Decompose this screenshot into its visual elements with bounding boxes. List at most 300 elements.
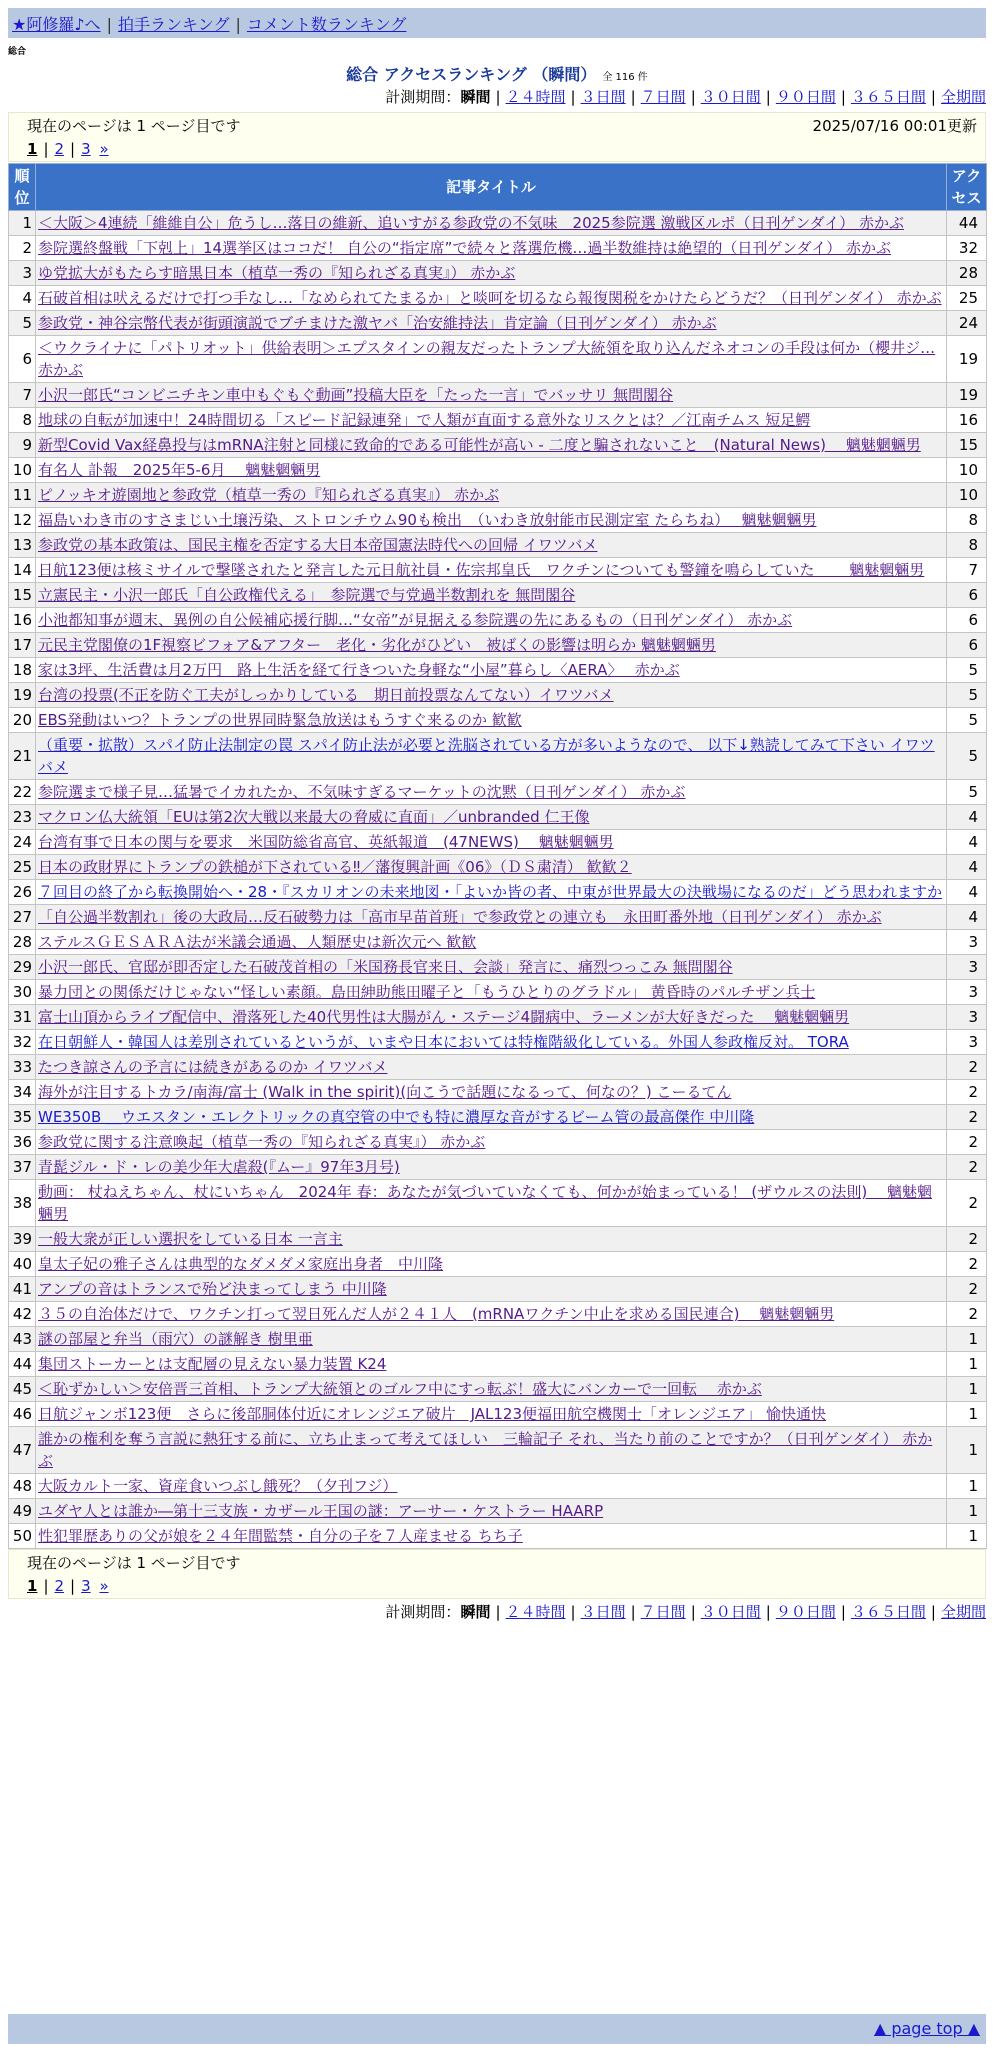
access-count: 4	[947, 880, 987, 905]
page-link[interactable]: 2	[54, 1577, 65, 1595]
rank-cell: 4	[9, 286, 36, 311]
table-row	[9, 683, 987, 708]
access-count: 4	[947, 805, 987, 830]
title-cell	[36, 930, 947, 955]
access-count: 3	[947, 980, 987, 1005]
period-option[interactable]: ３６５日間	[850, 1603, 926, 1621]
column-header-rank: 順位	[9, 164, 36, 211]
table-row	[9, 261, 987, 286]
table-row	[9, 383, 987, 408]
title-cell	[36, 633, 947, 658]
clap-ranking-link[interactable]: 拍手ランキング	[117, 15, 230, 34]
period-option[interactable]: 全期間	[940, 1603, 986, 1621]
article-link[interactable]: 参政党・神谷宗幣代表が街頭演説でブチまけた激ヤバ「治安維持法」肯定論（日刊ゲンダイ） 赤かぶ	[38, 314, 717, 332]
rank-cell: 44	[9, 1352, 36, 1377]
article-link[interactable]: ステルスＧＥＳＡＲＡ法が米議会通過、人類歴史は新次元へ 歓歓	[38, 933, 477, 951]
comment-ranking-link[interactable]: コメント数ランキング	[246, 15, 407, 34]
rank-cell: 50	[9, 1524, 36, 1549]
period-label: 計測期間：	[385, 1603, 461, 1621]
ranking-table	[8, 163, 987, 1549]
access-count: 4	[947, 905, 987, 930]
access-count: 2	[947, 1155, 987, 1180]
table-row	[9, 855, 987, 880]
rank-cell: 29	[9, 955, 36, 980]
article-link[interactable]: 小池都知事が週末、異例の自公候補応援行脚…“女帝”が見据える参院選の先にあるもの（日刊ゲンダイ） 赤かぶ	[38, 611, 793, 629]
article-link[interactable]: 謎の部屋と弁当（雨穴）の謎解き 樹里亜	[38, 1330, 313, 1348]
article-link[interactable]: 元民主党閣僚の1F視察ビフォア&アフター 老化・劣化がひどい 被ばくの影響は明らか 魑魅魍魎男	[38, 636, 716, 654]
access-count: 1	[947, 1499, 987, 1524]
table-row	[9, 955, 987, 980]
updated-timestamp: 2025/07/16 00:01更新	[812, 117, 977, 135]
rank-cell: 9	[9, 433, 36, 458]
title-cell	[36, 1180, 947, 1227]
access-count: 44	[947, 211, 987, 236]
access-count: 1	[947, 1474, 987, 1499]
rank-cell: 43	[9, 1327, 36, 1352]
access-count: 8	[947, 533, 987, 558]
separator: |	[43, 140, 49, 158]
table-row	[9, 533, 987, 558]
rank-cell: 1	[9, 211, 36, 236]
table-row	[9, 1130, 987, 1155]
page-current: 1	[27, 140, 38, 158]
access-count: 3	[947, 955, 987, 980]
access-count: 6	[947, 633, 987, 658]
access-count: 15	[947, 433, 987, 458]
article-link[interactable]: ＜恥ずかしい＞安倍晋三首相、トランプ大統領とのゴルフ中にすっ転ぶ！盛大にバンカーで一回転 赤かぶ	[38, 1380, 762, 1398]
access-count: 1	[947, 1402, 987, 1427]
separator: |	[43, 1577, 49, 1595]
article-link[interactable]: 在日朝鮮人・韓国人は差別されているというが、いまや日本においては特権階級化している。外国人参政権反対。 TORA	[38, 1033, 849, 1051]
period-current: 瞬間	[460, 88, 491, 106]
paging-box-bottom	[8, 1549, 986, 1599]
table-row	[9, 980, 987, 1005]
rank-cell: 35	[9, 1105, 36, 1130]
period-option[interactable]: ３０日間	[700, 88, 761, 106]
article-link[interactable]: 暴力団との関係だけじゃない“怪しい素顔。島田紳助熊田曜子と「もうひとりのグラドル」 黄昏時のパルチザン兵士	[38, 983, 816, 1001]
article-link[interactable]: 大阪カルト一家、資産食いつぶし餓死？（夕刊フジ）	[38, 1477, 398, 1495]
title-cell	[36, 1524, 947, 1549]
title-cell	[36, 708, 947, 733]
access-count: 1	[947, 1427, 987, 1474]
article-link[interactable]: 参院選まで様子見…猛暑でイカれたか、不気味すぎるマーケットの沈黙（日刊ゲンダイ） 赤かぶ	[38, 783, 686, 801]
title-cell	[36, 1277, 947, 1302]
separator: |	[106, 15, 112, 34]
article-link[interactable]: 台湾の投票(不正を防ぐ工夫がしっかりしている 期日前投票なんてない）イワツバメ	[38, 686, 614, 704]
access-count: 5	[947, 683, 987, 708]
page-link[interactable]: 2	[54, 140, 65, 158]
article-link[interactable]: 立憲民主・小沢一郎氏「自公政権代える」 参院選で与党過半数割れを 無問閣谷	[38, 586, 576, 604]
title-cell	[36, 1155, 947, 1180]
period-option[interactable]: ３６５日間	[850, 88, 926, 106]
table-header-row	[9, 164, 987, 211]
article-link[interactable]: 「自公過半数割れ」後の大政局…反石破勢力は「高市早苗首班」で参政党との連立も 永田町番外地（日刊ゲンダイ） 赤かぶ	[38, 908, 882, 926]
table-row	[9, 408, 987, 433]
access-count: 1	[947, 1352, 987, 1377]
table-row	[9, 608, 987, 633]
rank-cell: 18	[9, 658, 36, 683]
rank-cell: 2	[9, 236, 36, 261]
rank-cell: 12	[9, 508, 36, 533]
separator: |	[70, 140, 76, 158]
access-count: 2	[947, 1180, 987, 1227]
access-count: 5	[947, 708, 987, 733]
rank-cell: 40	[9, 1252, 36, 1277]
table-row	[9, 286, 987, 311]
table-row	[9, 236, 987, 261]
access-count: 5	[947, 658, 987, 683]
rank-cell: 26	[9, 880, 36, 905]
article-link[interactable]: 海外が注目するトカラ/南海/富士 (Walk in the spirit)(向こうで話題になるって、何なの？) こーるてん	[38, 1083, 732, 1101]
table-row	[9, 211, 987, 236]
table-row	[9, 583, 987, 608]
article-link[interactable]: 日本の政財界にトランプの鉄槌が下されている‼／藩復興計画《06》（ＤＳ粛清） 歓歓２	[38, 858, 632, 876]
title-cell	[36, 955, 947, 980]
table-row	[9, 708, 987, 733]
article-link[interactable]: 日航123便は核ミサイルで撃墜されたと発言した元日航社員・佐宗邦皇氏 ワクチンについても警鐘を鳴らしていた 魑魅魍魎男	[38, 561, 925, 579]
title-cell	[36, 608, 947, 633]
access-count: 2	[947, 1130, 987, 1155]
rank-cell: 41	[9, 1277, 36, 1302]
title-cell	[36, 583, 947, 608]
rank-cell: 37	[9, 1155, 36, 1180]
rank-cell: 15	[9, 583, 36, 608]
article-link[interactable]: 参政党の基本政策は、国民主権を否定する大日本帝国憲法時代への回帰 イワツバメ	[38, 536, 598, 554]
access-count: 2	[947, 1252, 987, 1277]
rank-cell: 3	[9, 261, 36, 286]
article-link[interactable]: ユダヤ人とは誰か―第十三支族・カザール王国の謎：アーサー・ケストラー HAARP	[38, 1502, 604, 1520]
title-cell	[36, 1352, 947, 1377]
table-row	[9, 633, 987, 658]
rank-cell: 30	[9, 980, 36, 1005]
page-current: 1	[27, 1577, 38, 1595]
rank-cell: 10	[9, 458, 36, 483]
rank-cell: 25	[9, 855, 36, 880]
title-cell	[36, 558, 947, 583]
article-link[interactable]: 集団ストーカーとは支配層の見えない暴力装置 K24	[38, 1355, 387, 1373]
separator: |	[690, 88, 696, 106]
column-header-access: アクセス	[947, 164, 987, 211]
rank-cell: 38	[9, 1180, 36, 1227]
access-count: 4	[947, 830, 987, 855]
access-count: 1	[947, 1524, 987, 1549]
article-link[interactable]: EBS発動はいつ？トランプの世界同時緊急放送はもうすぐ来るのか 歓歓	[38, 711, 522, 729]
title-cell	[36, 805, 947, 830]
table-row	[9, 433, 987, 458]
article-link[interactable]: マクロン仏大統領「EUは第2次大戦以来最大の脅威に直面」／unbranded 仁王像	[38, 808, 590, 826]
title-cell	[36, 533, 947, 558]
period-option[interactable]: ２４時間	[505, 1603, 566, 1621]
category-label: 総合	[8, 47, 27, 57]
separator: |	[690, 1603, 696, 1621]
period-option[interactable]: ３日間	[580, 1603, 626, 1621]
title-cell	[36, 1499, 947, 1524]
rank-cell: 20	[9, 708, 36, 733]
title-cell	[36, 236, 947, 261]
title-cell	[36, 830, 947, 855]
table-row	[9, 458, 987, 483]
rank-cell: 22	[9, 780, 36, 805]
period-option[interactable]: 全期間	[940, 88, 986, 106]
access-count: 5	[947, 733, 987, 780]
pagination-top	[27, 140, 967, 158]
access-count: 3	[947, 1005, 987, 1030]
table-row	[9, 1302, 987, 1327]
access-count: 10	[947, 483, 987, 508]
table-row	[9, 658, 987, 683]
rank-cell: 23	[9, 805, 36, 830]
column-header-title: 記事タイトル	[36, 164, 947, 211]
table-row	[9, 1030, 987, 1055]
article-link[interactable]: ＜大阪＞4連続「維維自公」危うし…落日の維新、追いすがる参政党の不気味 2025参院選 激戦区ルポ（日刊ゲンダイ） 赤かぶ	[38, 214, 905, 232]
separator: |	[840, 1603, 846, 1621]
table-row	[9, 1155, 987, 1180]
ranking-body	[9, 211, 987, 1549]
rank-cell: 21	[9, 733, 36, 780]
access-count: 10	[947, 458, 987, 483]
rank-cell: 31	[9, 1005, 36, 1030]
rank-cell: 36	[9, 1130, 36, 1155]
rank-cell: 28	[9, 930, 36, 955]
title-cell	[36, 1105, 947, 1130]
access-count: 2	[947, 1302, 987, 1327]
period-option[interactable]: ９０日間	[775, 1603, 836, 1621]
article-link[interactable]: 福島いわき市のすさまじい土壌汚染、ストロンチウム90も検出 （いわき放射能市民測定室 たらちね） 魑魅魍魎男	[38, 511, 817, 529]
table-row	[9, 1524, 987, 1549]
rank-cell: 49	[9, 1499, 36, 1524]
article-link[interactable]: ゆ党拡大がもたらす暗黒日本（植草一秀の『知られざる真実』） 赤かぶ	[38, 264, 516, 282]
period-selector-top	[385, 86, 986, 107]
table-row	[9, 805, 987, 830]
rank-cell: 19	[9, 683, 36, 708]
access-count: 7	[947, 558, 987, 583]
article-link[interactable]: 青髭ジル・ド・レの美少年大虐殺(『ムー』97年3月号)	[38, 1158, 400, 1176]
title-cell	[36, 1227, 947, 1252]
separator: |	[630, 1603, 636, 1621]
article-link[interactable]: 参院選終盤戦「下剋上」14選挙区はココだ！ 自公の“指定席”で続々と落選危機…過半数維持は絶望的（日刊ゲンダイ） 赤かぶ	[38, 239, 891, 257]
article-link[interactable]: 一般大衆が正しい選択をしている日本 一言主	[38, 1230, 343, 1248]
article-link[interactable]: 小沢一郎氏、官邸が即否定した石破茂首相の「米国務長官来日、会談」発言に、痛烈つっこみ 無問閣谷	[38, 958, 733, 976]
separator: |	[495, 88, 501, 106]
title-cell	[36, 211, 947, 236]
table-row	[9, 1402, 987, 1427]
access-count: 6	[947, 608, 987, 633]
table-row	[9, 930, 987, 955]
rank-cell: 16	[9, 608, 36, 633]
article-link[interactable]: 地球の自転が加速中！24時間切る「スピード記録連発」で人類が直面する意外なリスクとは？／江南チムス 短足鰐	[38, 411, 811, 429]
title-cell	[36, 658, 947, 683]
title-cell	[36, 1030, 947, 1055]
rank-cell: 17	[9, 633, 36, 658]
access-count: 16	[947, 408, 987, 433]
period-option[interactable]: ３０日間	[700, 1603, 761, 1621]
page-next-link[interactable]: »	[99, 1577, 109, 1595]
title-cell	[36, 780, 947, 805]
article-link[interactable]: 日航ジャンボ123便 さらに後部胴体付近にオレンジエア破片 JAL123便福田航空機関士「オレンジエア」 愉快通快	[38, 1405, 827, 1423]
rank-cell: 11	[9, 483, 36, 508]
table-row	[9, 1105, 987, 1130]
home-link[interactable]: ★阿修羅♪へ	[12, 15, 101, 34]
article-link[interactable]: 台湾有事で日本の関与を要求 米国防総省高官、英紙報道 (47NEWS) 魑魅魍魎男	[38, 833, 614, 851]
article-link[interactable]: （重要・拡散）スパイ防止法制定の罠 スパイ防止法が必要と洗脳されている方が多いようなので、 以下↓熟読してみて下さい イワツバメ	[38, 736, 935, 776]
title-cell	[36, 733, 947, 780]
article-link[interactable]: ３５の自治体だけで、ワクチン打って翌日死んだ人が２４１人 (mRNAワクチン中止を求める国民連合) 魑魅魍魎男	[38, 1305, 835, 1323]
period-option[interactable]: ９０日間	[775, 88, 836, 106]
article-link[interactable]: WE350B ＿ウエスタン・エレクトリックの真空管の中でも特に濃厚な音がするビーム管の最高傑作 中川隆	[38, 1108, 755, 1126]
separator: |	[840, 88, 846, 106]
table-row	[9, 1080, 987, 1105]
title-cell	[36, 980, 947, 1005]
rank-cell: 48	[9, 1474, 36, 1499]
access-count: 32	[947, 236, 987, 261]
article-link[interactable]: 新型Covid Vax経鼻投与はmRNA注射と同様に致命的である可能性が高い - 二度と騙されないこと (Natural News) 魑魅魍魎男	[38, 436, 921, 454]
page-top-link[interactable]: ▲ page top ▲	[873, 2019, 980, 2038]
title-cell	[36, 1327, 947, 1352]
page-title-text: 総合 アクセスランキング （瞬間）	[346, 65, 597, 84]
rank-cell: 46	[9, 1402, 36, 1427]
table-row	[9, 1180, 987, 1227]
page-next-link[interactable]: »	[99, 140, 109, 158]
table-row	[9, 1252, 987, 1277]
period-option[interactable]: ７日間	[640, 1603, 686, 1621]
table-row	[9, 1427, 987, 1474]
rank-cell: 27	[9, 905, 36, 930]
rank-cell: 32	[9, 1030, 36, 1055]
table-row	[9, 483, 987, 508]
table-row	[9, 311, 987, 336]
period-option[interactable]: ７日間	[640, 88, 686, 106]
article-link[interactable]: 誰かの権利を奪う言説に熱狂する前に、立ち止まって考えてほしい 三輪記子 それ、当たり前のことですか？（日刊ゲンダイ） 赤かぶ	[38, 1430, 933, 1470]
title-cell	[36, 1252, 947, 1277]
access-count: 3	[947, 930, 987, 955]
rank-cell: 5	[9, 311, 36, 336]
article-link[interactable]: ＜ウクライナに「パトリオット」供給表明＞エプスタインの親友だったトランプ大統領を取り込んだネオコンの手段は何か（櫻井ジ… 赤かぶ	[38, 339, 936, 379]
separator: |	[570, 88, 576, 106]
article-link[interactable]: 性犯罪歴ありの父が娘を２４年間監禁・自分の子を７人産ませる ちち子	[38, 1527, 523, 1545]
access-count: 28	[947, 261, 987, 286]
period-option[interactable]: ２４時間	[505, 88, 566, 106]
title-cell	[36, 905, 947, 930]
pagination-bottom	[27, 1577, 967, 1595]
rank-cell: 14	[9, 558, 36, 583]
title-cell	[36, 1402, 947, 1427]
title-cell	[36, 1302, 947, 1327]
rank-cell: 42	[9, 1302, 36, 1327]
table-row	[9, 830, 987, 855]
table-row	[9, 733, 987, 780]
table-row	[9, 880, 987, 905]
access-count: 2	[947, 1055, 987, 1080]
title-cell	[36, 1005, 947, 1030]
period-current: 瞬間	[460, 1603, 491, 1621]
page-link[interactable]: 3	[81, 140, 91, 158]
rank-cell: 24	[9, 830, 36, 855]
access-count: 1	[947, 1377, 987, 1402]
article-link[interactable]: ７回目の終了から転換開始へ・28・『スカリオンの未来地図・「よいか皆の者、中東が世界最大の決戦場になるのだ」どう思われますか	[38, 883, 942, 901]
article-link[interactable]: たつき諒さんの予言には続きがあるのか イワツバメ	[38, 1058, 388, 1076]
title-cell	[36, 1474, 947, 1499]
table-row	[9, 1055, 987, 1080]
article-link[interactable]: 富士山頂からライブ配信中、滑落死した40代男性は大腸がん・ステージ4闘病中、ラーメンが大好きだった 魑魅魍魎男	[38, 1008, 850, 1026]
period-option[interactable]: ３日間	[580, 88, 626, 106]
page-link[interactable]: 3	[81, 1577, 91, 1595]
rank-cell: 34	[9, 1080, 36, 1105]
table-row	[9, 336, 987, 383]
table-row	[9, 1005, 987, 1030]
article-link[interactable]: 参政党に関する注意喚起（植草一秀の『知られざる真実』） 赤かぶ	[38, 1133, 486, 1151]
title-cell	[36, 458, 947, 483]
rank-cell: 8	[9, 408, 36, 433]
title-cell	[36, 508, 947, 533]
current-page-text: 現在のページは 1 ページ目です	[27, 117, 241, 135]
top-nav-bar	[8, 8, 986, 38]
period-label: 計測期間：	[385, 88, 461, 106]
rank-cell: 45	[9, 1377, 36, 1402]
rank-cell: 47	[9, 1427, 36, 1474]
table-row	[9, 1474, 987, 1499]
article-link[interactable]: 小沢一郎氏“コンビニチキン車中もぐもぐ動画”投稿大臣を「たった一言」でバッサリ 無問閣谷	[38, 386, 674, 404]
access-count: 2	[947, 1105, 987, 1130]
title-cell	[36, 483, 947, 508]
title-cell	[36, 1427, 947, 1474]
article-link[interactable]: 動画： 杖ねえちゃん、杖にいちゃん 2024年 春：あなたが気づいていなくても、何かが始まっている！ (ザウルスの法則) 魑魅魍魎男	[38, 1183, 932, 1223]
access-count: 24	[947, 311, 987, 336]
title-cell	[36, 408, 947, 433]
paging-box-top	[8, 112, 986, 162]
rank-cell: 7	[9, 383, 36, 408]
title-cell	[36, 286, 947, 311]
separator: |	[930, 1603, 936, 1621]
page-title	[0, 62, 994, 85]
table-row	[9, 1499, 987, 1524]
title-cell	[36, 433, 947, 458]
table-row	[9, 780, 987, 805]
title-cell	[36, 855, 947, 880]
article-link[interactable]: 石破首相は吠えるだけで打つ手なし…「なめられてたまるか」と啖呵を切るなら報復関税をかけたらどうだ？（日刊ゲンダイ） 赤かぶ	[38, 289, 942, 307]
article-link[interactable]: ピノッキオ遊園地と参政党（植草一秀の『知られざる真実』） 赤かぶ	[38, 486, 500, 504]
title-cell	[36, 383, 947, 408]
separator: |	[235, 15, 241, 34]
article-link[interactable]: 家は3坪、生活費は月2万円 路上生活を経て行きついた身軽な“小屋”暮らし〈AERA〉 赤かぶ	[38, 661, 680, 679]
article-link[interactable]: 皇太子妃の雅子さんは典型的なダメダメ家庭出身者 中川隆	[38, 1255, 444, 1273]
article-link[interactable]: アンプの音はトランスで殆ど決まってしまう 中川隆	[38, 1280, 387, 1298]
table-row	[9, 508, 987, 533]
current-page-text: 現在のページは 1 ページ目です	[27, 1554, 241, 1572]
access-count: 5	[947, 780, 987, 805]
table-row	[9, 558, 987, 583]
title-cell	[36, 1130, 947, 1155]
table-row	[9, 1227, 987, 1252]
access-count: 2	[947, 1227, 987, 1252]
table-row	[9, 1377, 987, 1402]
title-cell	[36, 261, 947, 286]
title-cell	[36, 1080, 947, 1105]
title-cell	[36, 1055, 947, 1080]
rank-cell: 6	[9, 336, 36, 383]
period-selector-bottom	[385, 1601, 986, 1622]
rank-cell: 33	[9, 1055, 36, 1080]
table-row	[9, 1277, 987, 1302]
separator: |	[495, 1603, 501, 1621]
access-count: 19	[947, 383, 987, 408]
title-cell	[36, 683, 947, 708]
title-cell	[36, 1377, 947, 1402]
title-cell	[36, 311, 947, 336]
article-link[interactable]: 有名人 訃報 2025年5-6月 魑魅魍魎男	[38, 461, 321, 479]
access-count: 4	[947, 855, 987, 880]
footer-bar	[8, 2014, 986, 2044]
separator: |	[570, 1603, 576, 1621]
